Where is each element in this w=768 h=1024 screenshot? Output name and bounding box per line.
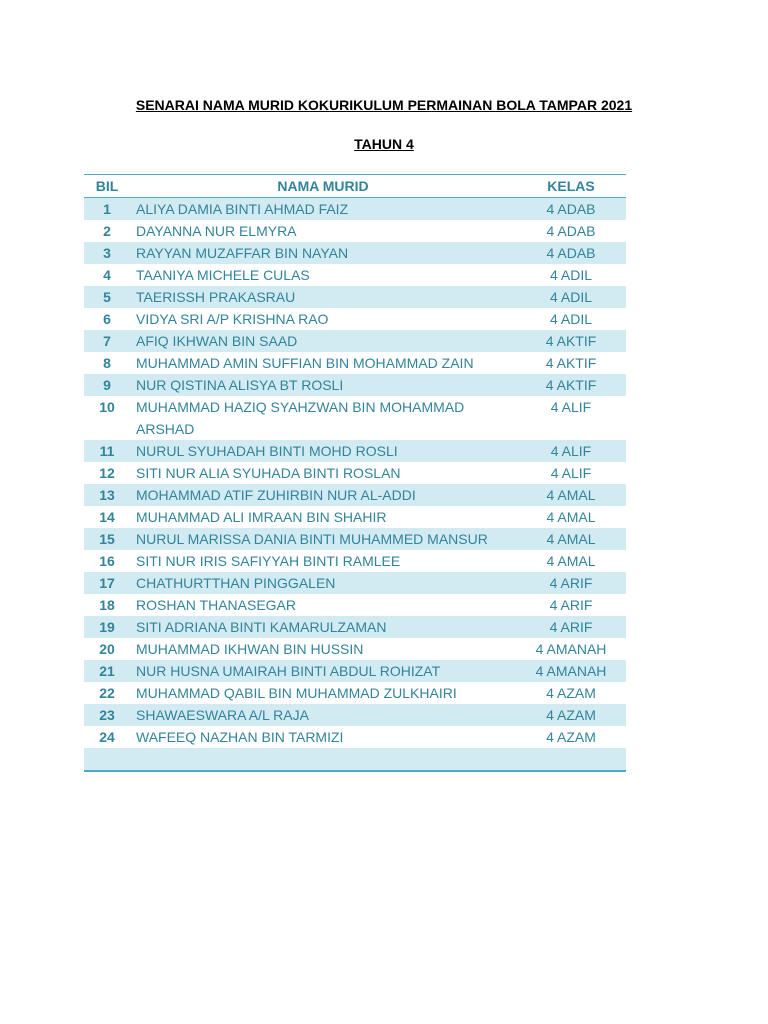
row-nama-murid: CHATHURTTHAN PINGGALEN [130, 572, 516, 594]
row-nama-murid: TAANIYA MICHELE CULAS [130, 264, 516, 286]
row-bil: 24 [84, 726, 130, 748]
table-row [84, 638, 626, 660]
row-nama-murid: NUR QISTINA ALISYA BT ROSLI [130, 374, 516, 396]
row-kelas: 4 ADIL [516, 264, 626, 286]
row-kelas: 4 ADAB [516, 198, 626, 221]
row-bil: 23 [84, 704, 130, 726]
row-kelas: 4 AZAM [516, 682, 626, 704]
table-header-row [84, 175, 626, 198]
table-row [84, 286, 626, 308]
table-row [84, 550, 626, 572]
row-kelas: 4 ALIF [516, 396, 626, 440]
row-nama-murid: SITI ADRIANA BINTI KAMARULZAMAN [130, 616, 516, 638]
row-bil: 5 [84, 286, 130, 308]
row-kelas: 4 ARIF [516, 594, 626, 616]
document-title: SENARAI NAMA MURID KOKURIKULUM PERMAINAN BOLA TAMPAR 2021 [135, 97, 633, 113]
table-row [84, 440, 626, 462]
row-nama-murid: RAYYAN MUZAFFAR BIN NAYAN [130, 242, 516, 264]
row-bil: 10 [84, 396, 130, 440]
row-kelas: 4 AKTIF [516, 374, 626, 396]
row-nama-murid: DAYANNA NUR ELMYRA [130, 220, 516, 242]
row-bil: 16 [84, 550, 130, 572]
row-kelas: 4 ADAB [516, 220, 626, 242]
row-nama-murid: TAERISSH PRAKASRAU [130, 286, 516, 308]
row-kelas: 4 AMANAH [516, 660, 626, 682]
table-row [84, 396, 626, 440]
row-nama-murid: ALIYA DAMIA BINTI AHMAD FAIZ [130, 198, 516, 221]
row-kelas: 4 AZAM [516, 726, 626, 748]
table-row [84, 506, 626, 528]
table-row [84, 528, 626, 550]
table-row [84, 264, 626, 286]
row-nama-murid: AFIQ IKHWAN BIN SAAD [130, 330, 516, 352]
table-row [84, 220, 626, 242]
empty-cell [516, 748, 626, 771]
row-bil: 1 [84, 198, 130, 221]
row-bil: 20 [84, 638, 130, 660]
table-row [84, 352, 626, 374]
student-list-table [84, 174, 626, 772]
document-subtitle: TAHUN 4 [354, 136, 414, 152]
row-bil: 18 [84, 594, 130, 616]
row-nama-murid: NURUL MARISSA DANIA BINTI MUHAMMED MANSUR [130, 528, 516, 550]
row-kelas: 4 ARIF [516, 616, 626, 638]
table-row [84, 704, 626, 726]
table-row [84, 484, 626, 506]
row-kelas: 4 AZAM [516, 704, 626, 726]
row-kelas: 4 ALIF [516, 440, 626, 462]
row-nama-murid: NURUL SYUHADAH BINTI MOHD ROSLI [130, 440, 516, 462]
row-kelas: 4 ADIL [516, 308, 626, 330]
row-kelas: 4 ALIF [516, 462, 626, 484]
row-nama-murid: WAFEEQ NAZHAN BIN TARMIZI [130, 726, 516, 748]
table-row [84, 462, 626, 484]
row-nama-murid: NUR HUSNA UMAIRAH BINTI ABDUL ROHIZAT [130, 660, 516, 682]
table-row [84, 374, 626, 396]
table-row [84, 572, 626, 594]
header-bil: BIL [84, 175, 130, 198]
table-row [84, 594, 626, 616]
row-nama-murid: MOHAMMAD ATIF ZUHIRBIN NUR AL-ADDI [130, 484, 516, 506]
row-kelas: 4 AKTIF [516, 352, 626, 374]
row-bil: 8 [84, 352, 130, 374]
row-kelas: 4 AMAL [516, 484, 626, 506]
table-body [84, 198, 626, 772]
table-row [84, 308, 626, 330]
header-kelas: KELAS [516, 175, 626, 198]
table-row [84, 726, 626, 748]
table-row-empty [84, 748, 626, 771]
row-kelas: 4 ADIL [516, 286, 626, 308]
row-kelas: 4 AMAL [516, 528, 626, 550]
row-bil: 11 [84, 440, 130, 462]
row-bil: 21 [84, 660, 130, 682]
row-bil: 22 [84, 682, 130, 704]
row-bil: 7 [84, 330, 130, 352]
row-nama-murid: ROSHAN THANASEGAR [130, 594, 516, 616]
row-nama-murid: SITI NUR ALIA SYUHADA BINTI ROSLAN [130, 462, 516, 484]
table-row [84, 242, 626, 264]
row-kelas: 4 AKTIF [516, 330, 626, 352]
row-bil: 14 [84, 506, 130, 528]
row-nama-murid: MUHAMMAD IKHWAN BIN HUSSIN [130, 638, 516, 660]
row-kelas: 4 AMAL [516, 506, 626, 528]
row-nama-murid: VIDYA SRI A/P KRISHNA RAO [130, 308, 516, 330]
row-bil: 13 [84, 484, 130, 506]
row-nama-murid: SITI NUR IRIS SAFIYYAH BINTI RAMLEE [130, 550, 516, 572]
row-nama-murid: MUHAMMAD AMIN SUFFIAN BIN MOHAMMAD ZAIN [130, 352, 516, 374]
table-row [84, 616, 626, 638]
row-bil: 15 [84, 528, 130, 550]
header-nama-murid: NAMA MURID [130, 175, 516, 198]
row-kelas: 4 AMANAH [516, 638, 626, 660]
row-nama-murid: MUHAMMAD ALI IMRAAN BIN SHAHIR [130, 506, 516, 528]
table-row [84, 682, 626, 704]
empty-cell [84, 748, 130, 771]
table-row [84, 330, 626, 352]
row-bil: 4 [84, 264, 130, 286]
row-bil: 6 [84, 308, 130, 330]
row-bil: 19 [84, 616, 130, 638]
row-bil: 12 [84, 462, 130, 484]
empty-cell [130, 748, 516, 771]
table-row [84, 198, 626, 221]
row-nama-murid: MUHAMMAD QABIL BIN MUHAMMAD ZULKHAIRI [130, 682, 516, 704]
row-bil: 3 [84, 242, 130, 264]
row-bil: 9 [84, 374, 130, 396]
row-nama-murid: MUHAMMAD HAZIQ SYAHZWAN BIN MOHAMMAD ARSHAD [130, 396, 516, 440]
row-bil: 17 [84, 572, 130, 594]
table-row [84, 660, 626, 682]
row-kelas: 4 AMAL [516, 550, 626, 572]
row-kelas: 4 ARIF [516, 572, 626, 594]
row-bil: 2 [84, 220, 130, 242]
row-nama-murid: SHAWAESWARA A/L RAJA [130, 704, 516, 726]
row-kelas: 4 ADAB [516, 242, 626, 264]
